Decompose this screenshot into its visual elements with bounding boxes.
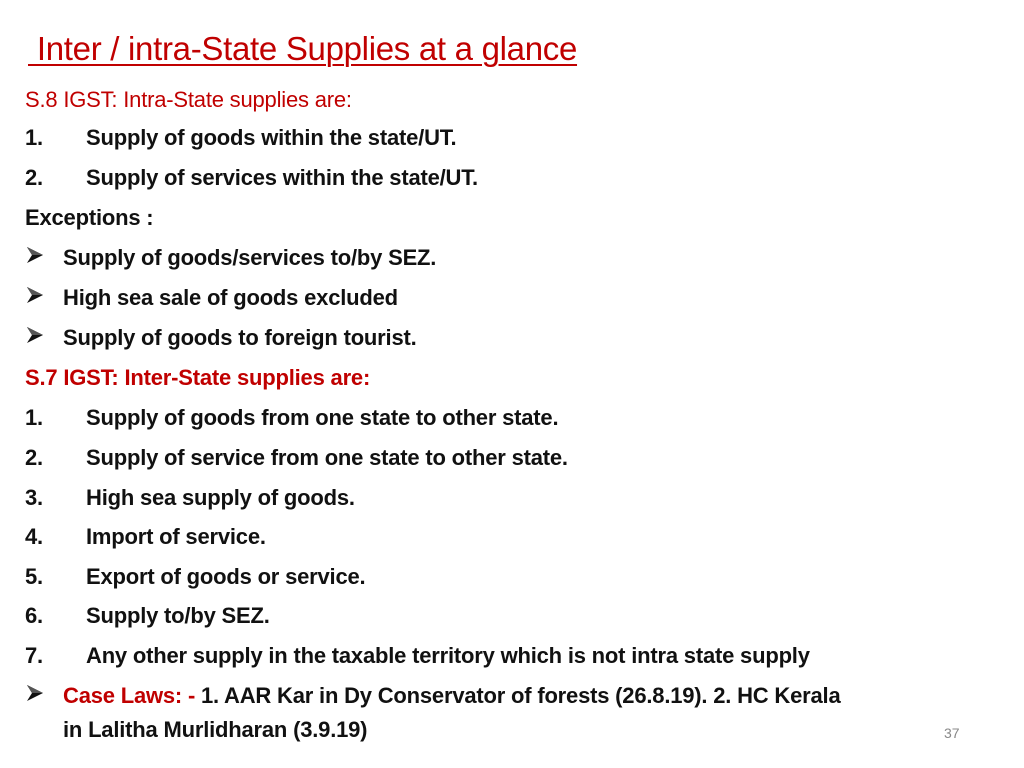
item-text: Any other supply in the taxable territory which is not intra state supply — [86, 643, 810, 668]
item-text: Supply to/by SEZ. — [86, 603, 270, 628]
item-number: 2. — [25, 445, 43, 470]
item-number: 5. — [25, 564, 43, 589]
item-text: Supply of goods within the state/UT. — [86, 125, 457, 150]
case-laws-text — [63, 683, 840, 709]
item-text: High sea supply of goods. — [86, 485, 355, 510]
s7-heading: S.7 IGST: Inter-State supplies are: — [25, 365, 371, 390]
item-text: Export of goods or service. — [86, 564, 366, 589]
exceptions-label: Exceptions : — [25, 205, 154, 230]
arrow-bullet-icon — [25, 325, 45, 351]
arrow-bullet-icon — [25, 285, 45, 311]
case-laws-label: Case Laws: - — [63, 683, 202, 708]
exception-text: Supply of goods/services to/by SEZ. — [63, 245, 437, 270]
page-number: 37 — [944, 725, 960, 741]
item-text: Supply of services within the state/UT. — [86, 165, 478, 190]
item-number: 6. — [25, 603, 43, 628]
item-number: 1. — [25, 405, 43, 430]
arrow-bullet-icon — [25, 245, 45, 271]
exception-text: Supply of goods to foreign tourist. — [63, 325, 417, 350]
item-number: 7. — [25, 643, 43, 668]
item-number: 4. — [25, 524, 43, 549]
item-text: Supply of service from one state to other state. — [86, 445, 568, 470]
s8-heading: S.8 IGST: Intra-State supplies are: — [25, 87, 352, 112]
case-laws-line1: 1. AAR Kar in Dy Conservator of forests (26.8.19). 2. HC Kerala — [201, 683, 841, 708]
item-number: 2. — [25, 165, 43, 190]
item-text: Import of service. — [86, 524, 266, 549]
item-number: 3. — [25, 485, 43, 510]
page-title: Inter / intra-State Supplies at a glance — [28, 30, 578, 67]
case-laws-continuation: in Lalitha Murlidharan (3.9.19) — [63, 717, 368, 742]
exception-text: High sea sale of goods excluded — [63, 285, 398, 310]
arrow-bullet-icon — [25, 683, 45, 709]
item-number: 1. — [25, 125, 43, 150]
item-text: Supply of goods from one state to other state. — [86, 405, 559, 430]
